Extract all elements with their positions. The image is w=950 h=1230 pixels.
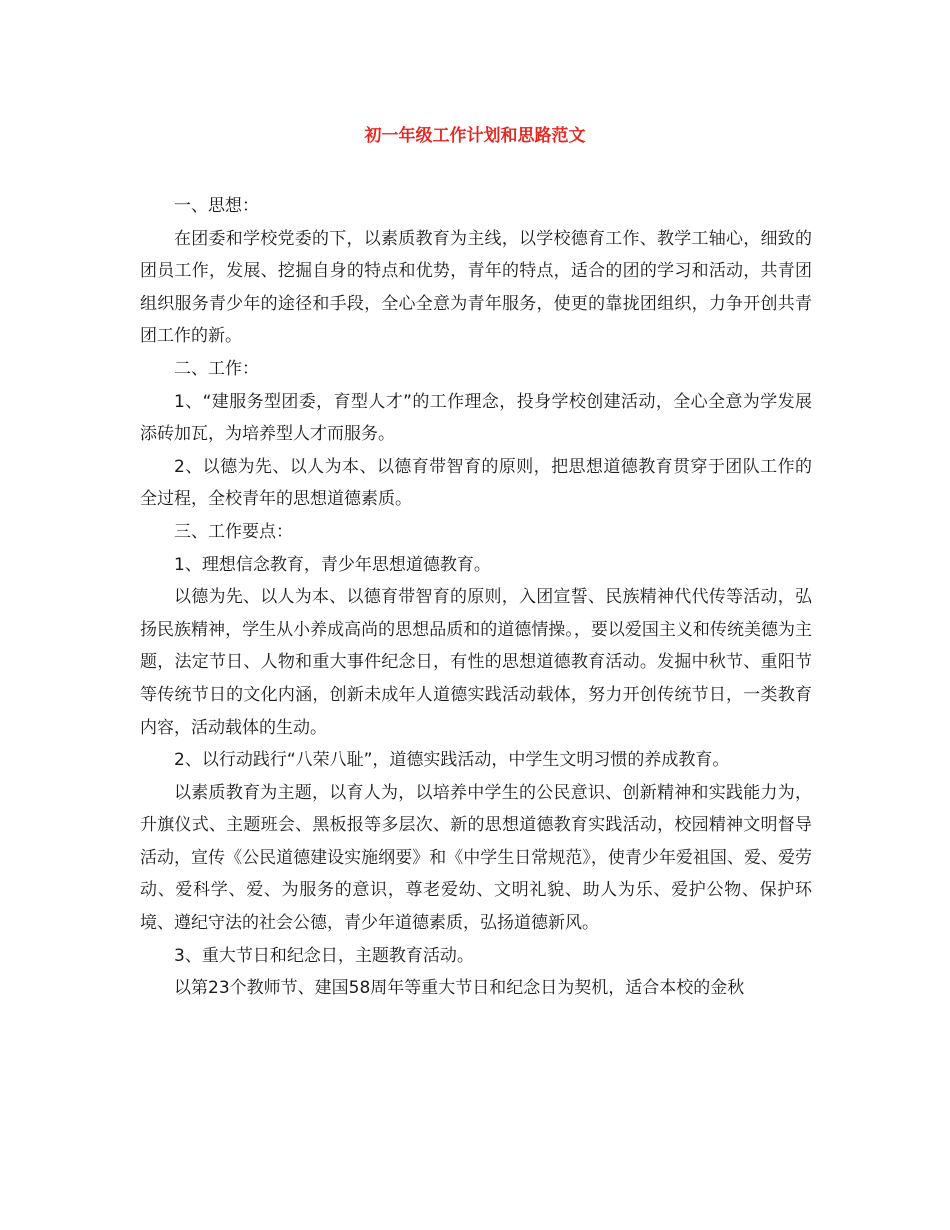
paragraph: 在团委和学校党委的下，以素质教育为主线，以学校德育工作、教学工轴心，细致的团员工作，发展、挖掘自身的特点和优势，青年的特点，适合的团的学习和活动，共青团组织服务青少年的途径和手段，全心全意为青年服务，使更的靠拢团组织，力争开创共青团工作的新。	[140, 228, 812, 347]
document-title: 初一年级工作计划和思路范文	[364, 126, 586, 146]
paragraph: 2、以德为先、以人为本、以德育带智育的原则，把思想道德教育贯穿于团队工作的全过程，全校青年的思想道德素质。	[140, 456, 812, 510]
section-heading-thought: 一、思想：	[174, 196, 259, 216]
section-heading-key-points: 三、工作要点：	[174, 521, 293, 542]
paragraph: 以德为先、以人为本、以德育带智育的原则，入团宣誓、民族精神代代传等活动，弘扬民族精神，学生从小养成高尚的思想品质和的道德情操。，要以爱国主义和传统美德为主题，法定节日、人物和重大事件纪念日，有性的思想道德教育活动。发掘中秋节、重阳节等传统节日的文化内涵，创新未成年人道德实践活动载体，努力开创传统节日，一类教育内容，活动载体的生动。	[140, 587, 812, 738]
subheading: 2、以行动践行“八荣八耻”，道德实践活动，中学生文明习惯的养成教育。	[174, 750, 730, 771]
document-body	[140, 190, 812, 1005]
subheading: 1、理想信念教育，青少年思想道德教育。	[174, 554, 491, 575]
subheading: 3、重大节日和纪念日，主题教育活动。	[174, 945, 474, 966]
paragraph: 以素质教育为主题，以育人为，以培养中学生的公民意识、创新精神和实践能力为，升旗仪式、主题班会、黑板报等多层次、新的思想道德教育实践活动，校园精神文明督导活动，宣传《公民道德建设实施纲要》和《中学生日常规范》，使青少年爱祖国、爱、爱劳动、爱科学、爱、为服务的意识，尊老爱幼、文明礼貌、助人为乐、爱护公物、保护环境、遵纪守法的社会公德，青少年道德素质，弘扬道德新风。	[140, 782, 812, 934]
paragraph: 以第23个教师节、建国58周年等重大节日和纪念日为契机，适合本校的金秋	[174, 978, 745, 999]
section-heading-work: 二、工作：	[174, 358, 259, 379]
paragraph: 1、“建服务型团委，育型人才”的工作理念，投身学校创建活动，全心全意为学发展添砖加瓦，为培养型人才而服务。	[140, 391, 812, 445]
